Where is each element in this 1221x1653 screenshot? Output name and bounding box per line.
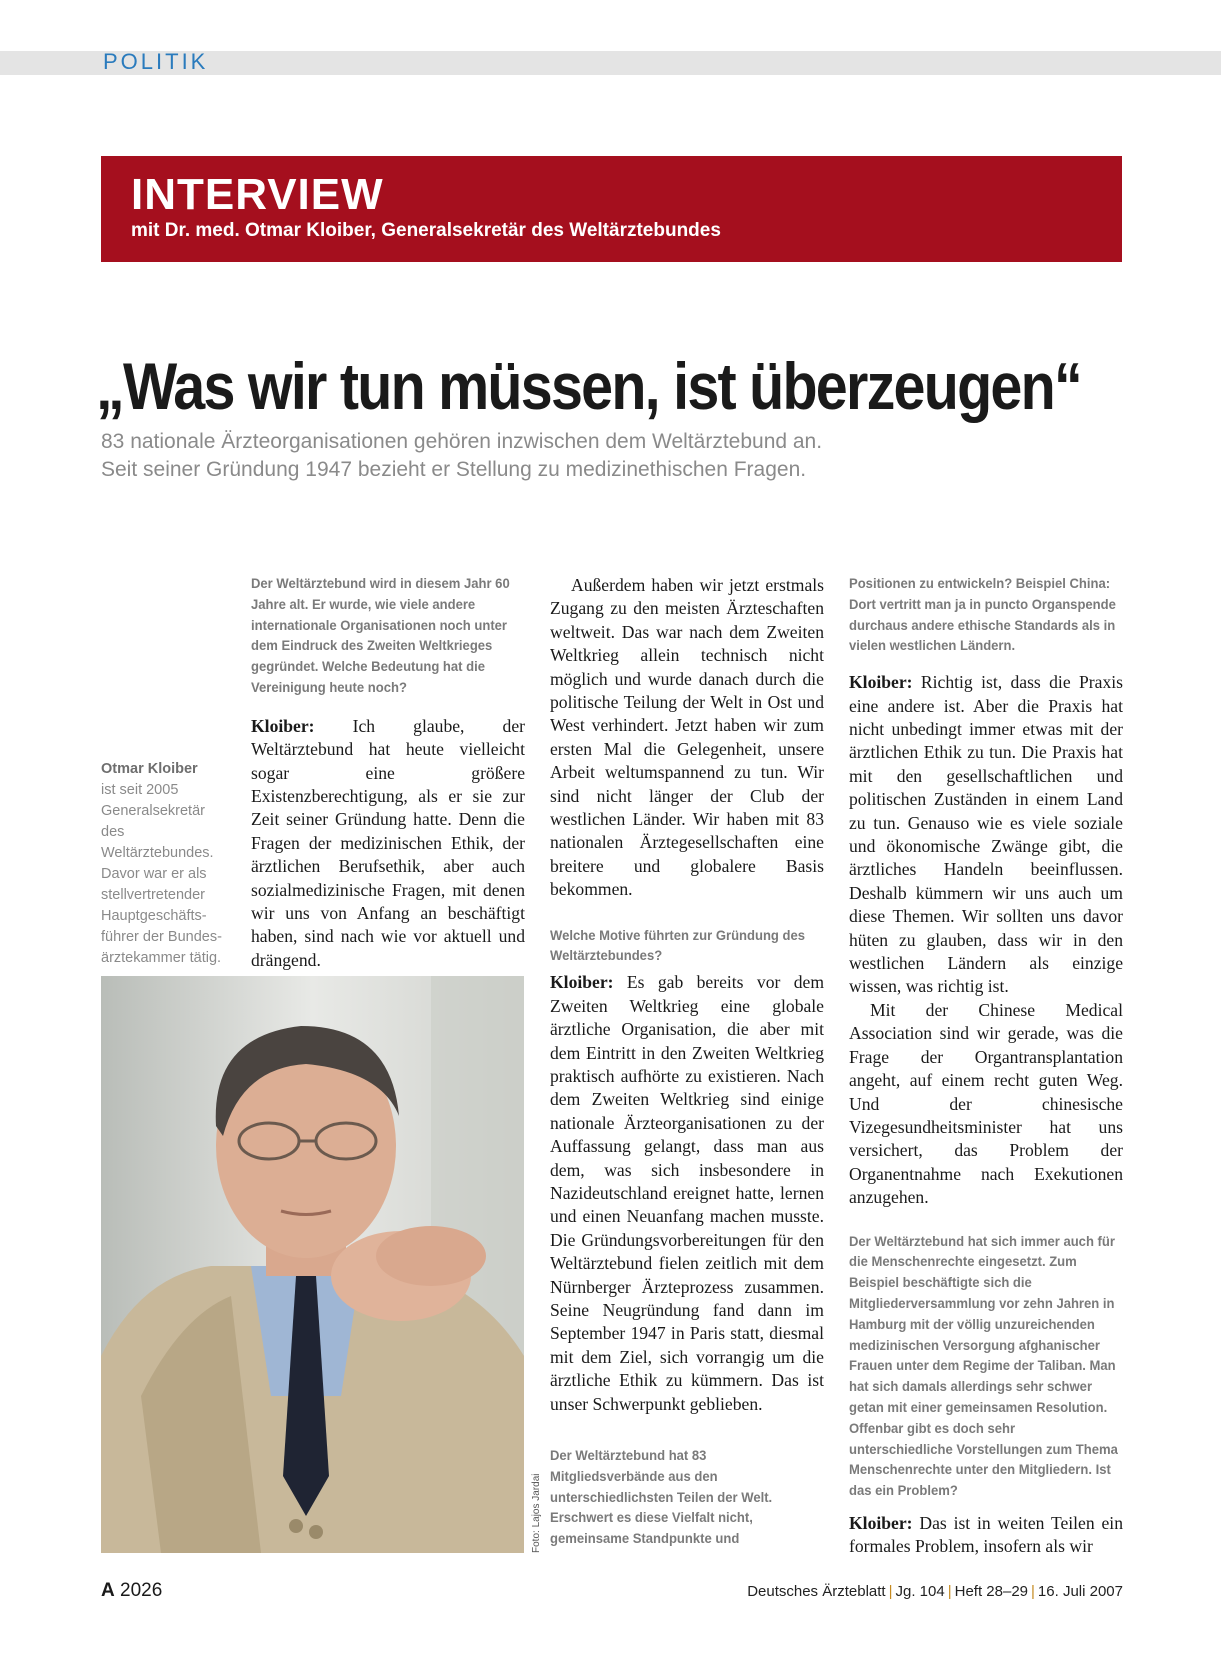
speaker-label: Kloiber:: [849, 672, 913, 693]
photo-credit: Foto: Lajos Jardai: [531, 1473, 542, 1553]
column-2: [550, 574, 824, 1550]
speaker-label: Kloiber:: [251, 715, 315, 736]
question-2: Welche Motive führten zur Gründung des Weltärztebundes?: [550, 927, 806, 965]
page-number: [101, 1580, 162, 1602]
answer-4-text: Das ist in weiten Teilen ein formales Problem, insofern als wir: [849, 1512, 1123, 1557]
paragraph-1: Außerdem haben wir jetzt erstmals Zugang zu den meisten Ärzteschaften weltweit. Das war nach dem Zweiten Weltkrieg allein technisch nicht möglich und wurde danach durch die politische Teilung der Welt in Ost und West verhindert. Jetzt haben wir zum ersten Mal die Gelegenheit, unsere Arbeit weltumspannend zu tun. Wir sind nicht länger der Club der westlichen Länder. Wir haben mit 83 nationalen Ärztegesellschaften eine breitere und globalere Basis bekommen.: [550, 575, 824, 900]
answer-1: [251, 715, 525, 972]
question-1: Der Weltärztebund wird in diesem Jahr 60 Jahre alt. Er wurde, wie viele andere internationale Organisationen noch unter dem Eindruck des Zweiten Weltkrieges gegründet. Welche Bedeutung hat die Vereinigung heute noch?: [251, 576, 510, 696]
answer-3: [849, 671, 1123, 999]
section-label: POLITIK: [103, 49, 209, 74]
answer-1-text: Ich glaube, der Weltärztebund hat heute vielleicht sogar eine größere Existenzberechtigung, als er sie zur Zeit seiner Gründung hatte. Denn die Fragen der medizinischen Ethik, der ärztlichen Berufsethik, aber auch sozialmedizinische Fragen, mit denen wir uns von Anfang an beschäftigt haben, sind nach wie vor aktuell und drängend.: [251, 715, 525, 970]
journal-info: Deutsches Ärzteblatt | Jg. 104 | Heft 28–29 | 16. Juli 2007: [747, 1583, 1123, 1600]
column-1: [251, 574, 525, 972]
headline: „Was wir tun müssen, ist überzeugen“: [96, 349, 1081, 423]
question-3: Der Weltärztebund hat 83 Mitgliedsverbände aus den unterschiedlichsten Teilen der Welt. Erschwert es diese Vielfalt nicht, gemeinsame Standpunkte und: [550, 1448, 773, 1548]
banner-subtitle: mit Dr. med. Otmar Kloiber, Generalsekretär des Weltärztebundes: [131, 220, 721, 241]
answer-3-text: Richtig ist, dass die Praxis eine andere ist. Aber die Praxis hat nicht unbedingt immer etwas mit der ärztlichen Ethik zu tun. Die Praxis hat mit den gesellschaftlichen und politischen Zuständen in einem Land zu tun. Genauso wie es viele soziale und ökonomische Zwänge gibt, die ärztliches Handeln beeinflussen. Deshalb kümmern wir uns auch um diese Themen. Wir sollten uns davor hüten zu glauben, dass wir in den westlichen Ländern als einzige wissen, was richtig ist.: [849, 672, 1123, 997]
paragraph-2: Mit der Chinese Medical Association sind wir gerade, was die Frage der Organtransplantation angeht, auf einem recht guten Weg. Und der chinesische Vizegesundheitsminister hat uns versichert, das Problem der Organentnahme nach Exekutionen anzugehen.: [849, 999, 1123, 1208]
question-3-continued: Positionen zu entwickeln? Beispiel China: Dort vertritt man ja in puncto Organspende durchaus andere ethische Standards als in vielen westlichen Ländern.: [849, 576, 1116, 655]
photo-caption: [101, 759, 231, 969]
page-number-value: 2026: [120, 1580, 163, 1601]
answer-2: [550, 971, 824, 1416]
portrait-illustration: [101, 976, 524, 1553]
journal-volume: Jg. 104: [895, 1583, 945, 1600]
deck-line-1: 83 nationale Ärzteorganisationen gehören inzwischen dem Weltärztebund an.: [101, 430, 823, 453]
banner-title: INTERVIEW: [131, 170, 384, 219]
portrait-photo: [101, 976, 524, 1553]
caption-name: Otmar Kloiber: [101, 761, 198, 777]
page-prefix: A: [101, 1580, 115, 1601]
answer-4: [849, 1512, 1123, 1559]
journal-issue: Heft 28–29: [954, 1583, 1029, 1600]
journal-date: 16. Juli 2007: [1037, 1583, 1123, 1600]
journal-name: Deutsches Ärzteblatt: [747, 1583, 886, 1600]
speaker-label: Kloiber:: [550, 972, 614, 993]
answer-2-text: Es gab bereits vor dem Zweiten Weltkrieg eine globale ärztliche Organisation, die aber mit dem Eintritt in den Zweiten Weltkrieg praktisch aufhörte zu existieren. Nach dem Zweiten Weltkrieg sind einige nationale Ärzteorganisationen zu der Auffassung gelangt, dass man aus dem, was sich insbesondere in Nazideutschland ereignet hatte, lernen und einen Neuanfang machen musste. Die Gründungsvorbereitungen für den Weltärztebund fielen zeitlich mit dem Nürnberger Ärzteprozess zusammen. Seine Neugründung fand dann im September 1947 in Paris statt, diesmal mit dem Ziel, sich vorrangig um die ärztliche Ethik zu kümmern. Das ist unser Schwerpunkt geblieben.: [550, 972, 824, 1414]
question-4: Der Weltärztebund hat sich immer auch für die Menschenrechte eingesetzt. Zum Beispiel beschäftigte sich die Mitgliederversammlung vor zehn Jahren in Hamburg mit der völlig unzureichenden medizinischen Versorgung afghanischer Frauen unter dem Regime der Taliban. Man hat sich damals allerdings sehr schwer getan mit einer gemeinsamen Resolution. Offenbar gibt es doch sehr unterschiedliche Vorstellungen zum Thema Menschenrechte unter den Mitgliedern. Ist das ein Problem?: [849, 1233, 1118, 1500]
speaker-label: Kloiber:: [849, 1512, 913, 1533]
column-3: [849, 574, 1123, 1559]
caption-text: ist seit 2005 Generalsekretär des Weltärztebundes. Davor war er als stellvertretender Hauptgeschäftsführer der Bundesärztekammer tätig.: [101, 782, 222, 966]
deck-line-2: Seit seiner Gründung 1947 bezieht er Stellung zu medizinethischen Fragen.: [101, 458, 807, 481]
interview-banner: [101, 156, 1122, 262]
